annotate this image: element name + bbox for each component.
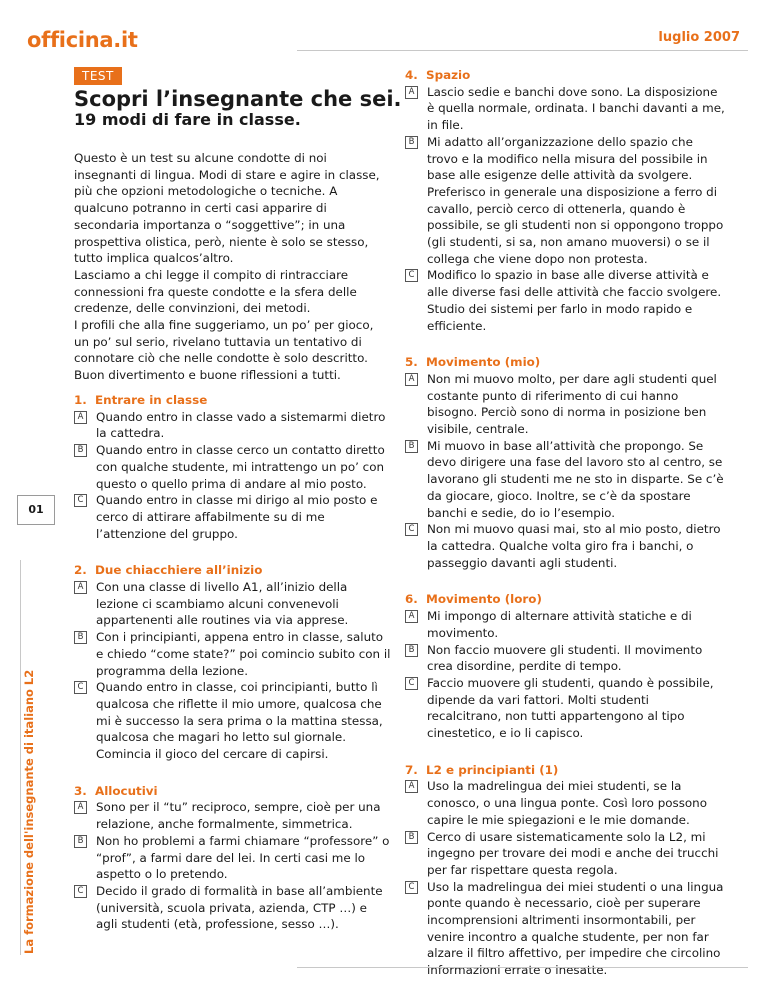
question-number: 7. xyxy=(405,762,418,777)
question-title: Movimento (loro) xyxy=(426,592,542,607)
question-title: Allocutivi xyxy=(95,783,158,798)
option-checkbox[interactable]: A xyxy=(74,801,87,814)
answer-option[interactable] xyxy=(405,829,727,879)
answer-option[interactable] xyxy=(74,629,392,679)
option-checkbox[interactable]: B xyxy=(74,631,87,644)
question-title: Movimento (mio) xyxy=(426,355,541,370)
question-number: 1. xyxy=(74,393,87,407)
question-title: L2 e principianti (1) xyxy=(426,762,559,777)
option-text: Uso la madrelingua dei miei studenti, se la conosco, o una lingua ponte. Così loro possono capire le mie spiegazioni e le mie domande. xyxy=(427,779,707,827)
option-checkbox[interactable]: C xyxy=(405,269,418,282)
answer-option[interactable] xyxy=(405,608,727,641)
option-checkbox[interactable]: C xyxy=(405,881,418,894)
option-checkbox[interactable]: B xyxy=(74,835,87,848)
answer-option[interactable] xyxy=(405,134,727,268)
question-number: 3. xyxy=(74,783,87,798)
option-text: Mi adatto all’organizzazione dello spazio che trovo e la modifico nella misura del possibile in base alle esigenze delle attività da svolgere. Preferisco in generale una disposizione a ferro di cavallo, perciò cerco di ottenerla, quando è possibile, se gli studenti non si oppongono troppo (gli studenti, si sa, non amano muoversi) o se il collega che viene dopo non protesta. xyxy=(427,134,724,266)
answer-option[interactable] xyxy=(74,833,392,883)
test-badge: TEST xyxy=(74,67,122,85)
answer-option[interactable] xyxy=(405,371,727,438)
answer-option[interactable] xyxy=(405,879,727,979)
question-2 xyxy=(74,562,392,762)
option-checkbox[interactable]: A xyxy=(405,780,418,793)
question-number: 5. xyxy=(405,355,418,370)
answer-option[interactable] xyxy=(405,438,727,522)
option-text: Quando entro in classe vado a sistemarmi dietro la cattedra. xyxy=(96,409,386,441)
article-title: Scopri l’insegnante che sei. xyxy=(74,87,402,111)
article-subtitle: 19 modi di fare in classe. xyxy=(74,110,301,129)
option-checkbox[interactable]: C xyxy=(405,677,418,690)
question-3 xyxy=(74,783,392,933)
answer-option[interactable] xyxy=(405,642,727,675)
option-text: Decido il grado di formalità in base all’ambiente (università, scuola privata, azienda, CTP …) e agli studenti (età, professione, sesso …). xyxy=(96,883,383,932)
option-checkbox[interactable]: A xyxy=(405,86,418,99)
sidebar-label: La formazione dell'insegnante di italiano L2 xyxy=(22,669,36,954)
left-column xyxy=(74,392,392,953)
option-text: Non mi muovo molto, per dare agli studenti quel costante punto di riferimento di cui hanno bisogno. Perciò sono di norma in posizione ben visibile, centrale. xyxy=(427,371,717,437)
option-text: Con i principianti, appena entro in classe, saluto e chiedo “come state?” poi comincio subito con il programma della lezione. xyxy=(96,630,391,678)
question-number: 2. xyxy=(74,563,87,578)
option-text: Con una classe di livello A1, all’inizio della lezione ci scambiamo alcuni convenevoli appartenenti alle routines via via apprese. xyxy=(96,580,349,628)
question-7 xyxy=(405,762,727,979)
issue-date: luglio 2007 xyxy=(658,30,740,45)
answer-option[interactable] xyxy=(405,521,727,571)
question-heading xyxy=(74,783,392,800)
answer-option[interactable] xyxy=(74,492,392,542)
intro-paragraph: I profili che alla fine suggeriamo, un po’ per gioco, un po’ sul serio, rivelano tuttavia un tentativo di connotare ciò che nelle condotte è solo descritto. Buon divertimento e buone riflessioni a tutti. xyxy=(74,318,374,383)
option-text: Quando entro in classe cerco un contatto diretto con qualche studente, mi intrattengo un po’ con questo o quello prima di andare al mio posto. xyxy=(96,443,385,491)
option-text: Uso la madrelingua dei miei studenti o una lingua ponte quando è necessario, cioè per superare incomprensioni altrimenti insormontabili, per venire incontro a qualche studente, per non far alzare il filtro affettivo, per impedire che circolino informazioni errate o inesatte. xyxy=(427,879,724,978)
question-5 xyxy=(405,354,727,571)
option-text: Mi muovo in base all’attività che propongo. Se devo dirigere una fase del lavoro sto al centro, se lavorano gli studenti me ne sto in disparte. Se c’è da giocare, gioco. Inoltre, se c’è da spostare banchi e sedie, do io l’esempio. xyxy=(427,438,724,520)
option-text: Lascio sedie e banchi dove sono. La disposizione è quella normale, ordinata. I banchi davanti a me, in file. xyxy=(427,84,725,133)
answer-option[interactable] xyxy=(74,409,392,442)
question-heading xyxy=(405,67,727,84)
answer-option[interactable] xyxy=(74,679,392,763)
intro-paragraph: Questo è un test su alcune condotte di noi insegnanti di lingua. Modi di stare e agire in classe, più che opzioni metodologiche o tecniche. A qualcuno potranno in certi casi apparire di secondaria importanza o “soggettive”; in una prospettiva olistica, però, niente è solo se stesso, tutto implica qualcos’altro. xyxy=(74,151,380,266)
option-checkbox[interactable]: A xyxy=(405,610,418,623)
question-6 xyxy=(405,591,727,741)
question-heading xyxy=(405,591,727,608)
question-title: Entrare in classe xyxy=(95,393,208,407)
question-number: 4. xyxy=(405,68,418,82)
option-checkbox[interactable]: C xyxy=(74,885,87,898)
option-checkbox[interactable]: B xyxy=(405,136,418,149)
option-checkbox[interactable]: B xyxy=(405,440,418,453)
option-checkbox[interactable]: C xyxy=(405,523,418,536)
option-checkbox[interactable]: B xyxy=(405,644,418,657)
question-heading xyxy=(405,762,727,779)
answer-option[interactable] xyxy=(405,778,727,828)
question-heading xyxy=(74,562,392,579)
answer-option[interactable] xyxy=(74,442,392,492)
question-heading xyxy=(405,354,727,371)
intro-text xyxy=(74,150,386,384)
option-text: Quando entro in classe, coi principianti, butto lì qualcosa che riflette il mio umore, qualcosa che mi è successo la sera prima o la mattina stessa, qualcosa che magari ho letto sul giornale. Comincia il gioco del cercare di capirsi. xyxy=(96,680,383,762)
header-rule xyxy=(297,50,748,51)
answer-option[interactable] xyxy=(405,84,727,134)
option-text: Non ho problemi a farmi chiamare “professore” o “prof”, a farmi dare del lei. In certi casi me lo aspetto o lo pretendo. xyxy=(96,833,390,882)
option-text: Sono per il “tu” reciproco, sempre, cioè per una relazione, anche formalmente, simmetrica. xyxy=(96,800,381,832)
option-checkbox[interactable]: C xyxy=(74,681,87,694)
option-text: Non mi muovo quasi mai, sto al mio posto, dietro la cattedra. Qualche volta giro fra i banchi, o passeggio davanti agli studenti. xyxy=(427,522,721,570)
question-number: 6. xyxy=(405,592,418,607)
option-checkbox[interactable]: A xyxy=(74,581,87,594)
option-text: Non faccio muovere gli studenti. Il movimento crea disordine, perdite di tempo. xyxy=(427,642,703,674)
question-title: Spazio xyxy=(426,68,471,82)
page-number: 01 xyxy=(17,495,55,525)
option-checkbox[interactable]: C xyxy=(74,494,87,507)
answer-option[interactable] xyxy=(74,883,392,933)
sidebar-rule xyxy=(20,560,21,955)
option-text: Mi impongo di alternare attività statiche e di movimento. xyxy=(427,609,692,640)
question-1 xyxy=(74,392,392,542)
option-text: Quando entro in classe mi dirigo al mio posto e cerco di attirare affabilmente su di me l’attenzione del gruppo. xyxy=(96,493,378,541)
option-checkbox[interactable]: B xyxy=(405,831,418,844)
question-heading xyxy=(74,392,392,409)
brand-logo: officina.it xyxy=(27,28,138,52)
answer-option[interactable] xyxy=(405,267,727,334)
option-checkbox[interactable]: A xyxy=(405,373,418,386)
question-4 xyxy=(405,67,727,334)
intro-paragraph: Lasciamo a chi legge il compito di rintracciare connessioni fra queste condotte e la sfera delle credenze, delle convinzioni, dei metodi. xyxy=(74,267,357,316)
footer-rule xyxy=(297,967,748,968)
answer-option[interactable] xyxy=(74,579,392,629)
option-checkbox[interactable]: B xyxy=(74,444,87,457)
right-column xyxy=(405,67,727,999)
question-title: Due chiacchiere all’inizio xyxy=(95,563,263,578)
option-text: Cerco di usare sistematicamente solo la L2, mi ingegno per trovare dei modi e anche dei trucchi per far rispettare questa regola. xyxy=(427,829,719,877)
option-text: Modifico lo spazio in base alle diverse attività e alle diverse fasi delle attività che faccio svolgere. Studio dei sistemi per farlo in modo rapido e efficiente. xyxy=(427,268,722,333)
answer-option[interactable] xyxy=(74,799,392,832)
answer-option[interactable] xyxy=(405,675,727,742)
option-text: Faccio muovere gli studenti, quando è possibile, dipende da vari fattori. Molti studenti recalcitrano, non tutti appartengono al tipo cinestetico, e io li capisco. xyxy=(427,675,714,741)
option-checkbox[interactable]: A xyxy=(74,411,87,424)
